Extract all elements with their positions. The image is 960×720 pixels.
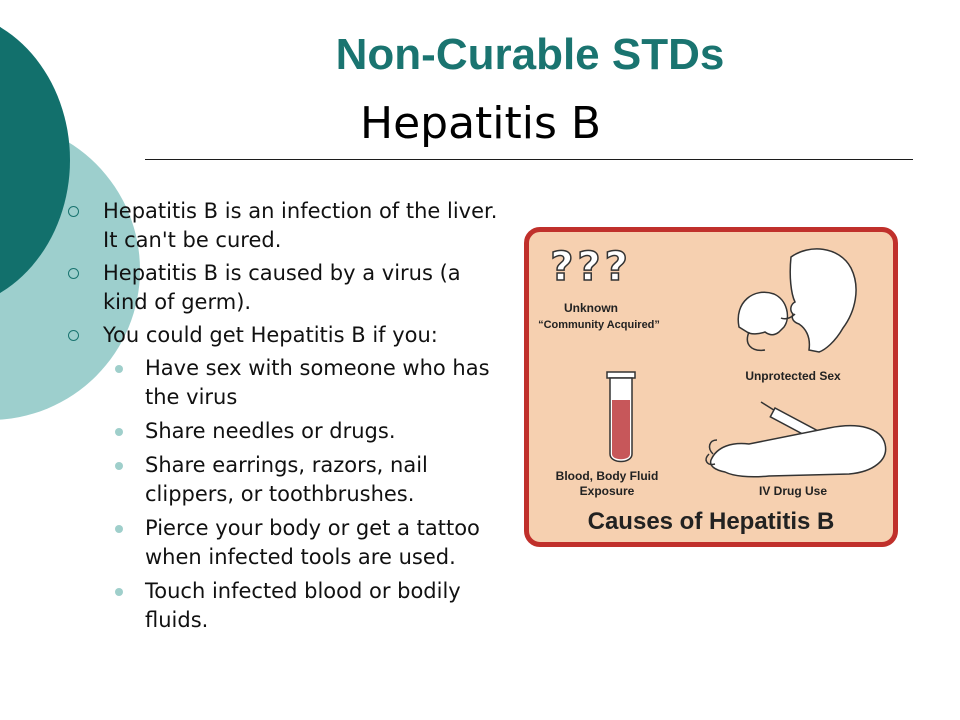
slide-title: Non-Curable STDs (335, 30, 725, 79)
iv-drug-use-label: IV Drug Use (758, 484, 828, 498)
dot-bullet-icon (115, 588, 123, 596)
dot-bullet-icon (115, 525, 123, 533)
test-tube-icon (607, 372, 635, 462)
blood-label-line1: Blood, Body Fluid (555, 469, 659, 483)
sub-bullet-item (66, 577, 511, 635)
dot-bullet-icon (115, 428, 123, 436)
sub-bullet-item (66, 354, 511, 412)
arm-illustration (706, 426, 886, 477)
sub-bullet-text: Touch infected blood or bodily fluids. (145, 579, 461, 632)
sub-bullet-item (66, 514, 511, 572)
bullet-item (66, 321, 511, 350)
sub-bullet-text: Share earrings, razors, nail clippers, or toothbrushes. (145, 453, 428, 506)
sub-bullet-item (66, 417, 511, 446)
slide-subtitle: Hepatitis B (360, 98, 602, 149)
bullet-text: Hepatitis B is an infection of the liver. It can't be cured. (103, 199, 498, 252)
bullet-item (66, 197, 511, 255)
couple-illustration (738, 249, 856, 352)
sub-bullet-text: Pierce your body or get a tattoo when infected tools are used. (145, 516, 480, 569)
dot-bullet-icon (115, 462, 123, 470)
bullet-list (66, 197, 511, 640)
blood-label-line2: Exposure (579, 484, 635, 498)
unprotected-sex-label: Unprotected Sex (745, 369, 841, 383)
title-divider (145, 159, 913, 160)
bullet-item (66, 259, 511, 317)
sub-bullet-text: Have sex with someone who has the virus (145, 356, 490, 409)
question-marks: ??? (550, 244, 632, 290)
sub-bullet-text: Share needles or drugs. (145, 419, 396, 443)
ring-bullet-icon (68, 268, 79, 279)
dot-bullet-icon (115, 365, 123, 373)
unknown-label: Unknown (564, 301, 618, 315)
bullet-text: Hepatitis B is caused by a virus (a kind of germ). (103, 261, 461, 314)
ring-bullet-icon (68, 206, 79, 217)
ring-bullet-icon (68, 330, 79, 341)
causes-illustration (524, 227, 898, 547)
community-acquired-label: “Community Acquired” (538, 319, 660, 331)
figure-caption: Causes of Hepatitis B (587, 508, 835, 535)
bullet-text: You could get Hepatitis B if you: (103, 323, 438, 347)
sub-bullet-item (66, 451, 511, 509)
